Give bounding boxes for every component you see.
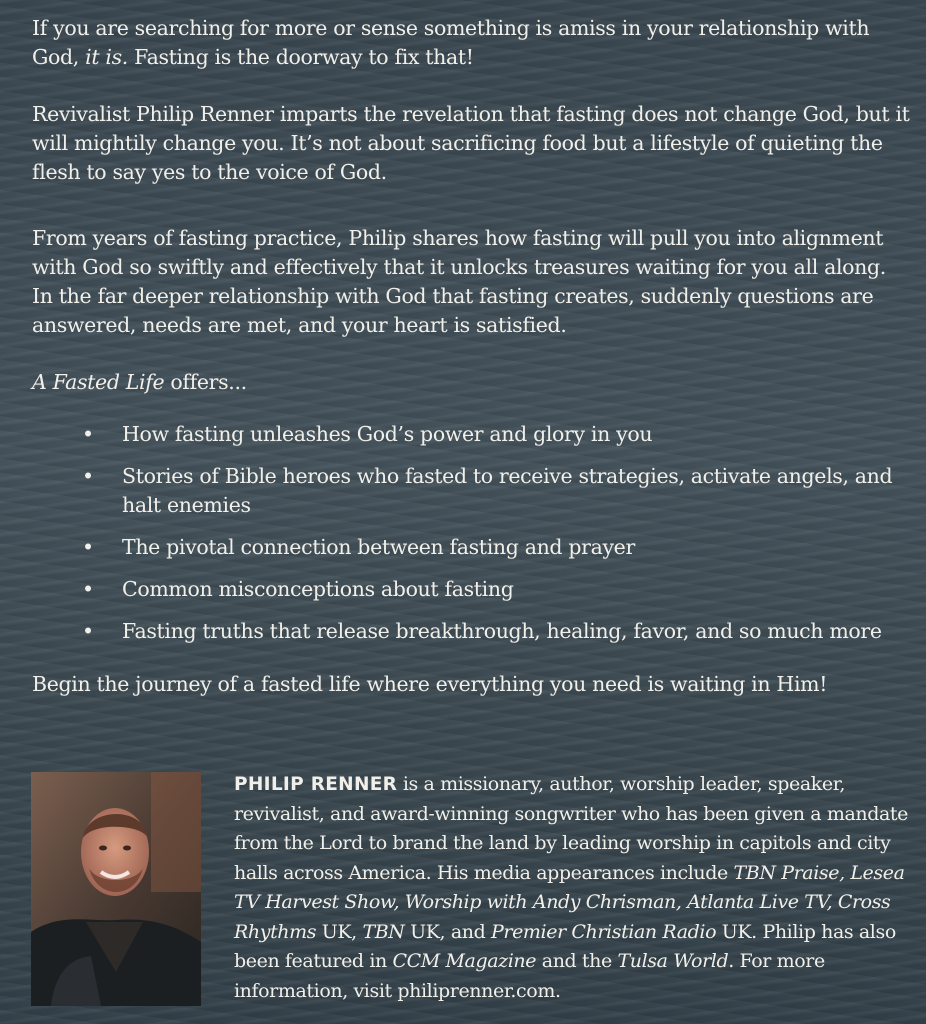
list-item-text: How fasting unleashes God’s power and glory in you <box>122 422 653 446</box>
author-photo <box>31 772 201 1006</box>
list-item-text: Stories of Bible heroes who fasted to receive strategies, activate angels, and halt enemies <box>122 464 893 517</box>
bio-text: UK. Philip has also been featured in <box>234 920 896 972</box>
media-tulsa-world: Tulsa World <box>617 950 729 972</box>
author-section <box>28 770 912 1020</box>
list-item-text: Common misconceptions about fasting <box>122 577 514 601</box>
list-item <box>82 420 912 449</box>
media-premier-radio: Premier Christian Radio <box>491 920 717 943</box>
media-tbn: TBN <box>362 920 405 943</box>
bullet-icon: • <box>82 535 94 559</box>
bullet-icon: • <box>82 464 94 488</box>
list-item <box>82 462 912 520</box>
list-item-text: The pivotal connection between fasting and prayer <box>122 535 635 559</box>
bio-text: UK, and <box>404 920 492 943</box>
bio-text: and the <box>536 950 618 972</box>
bullet-icon: • <box>82 577 94 601</box>
list-item <box>82 617 912 646</box>
bio-text: is a missionary, author, worship leader, speaker, revivalist, and award-winning songwriter who has been given a mandate from the Lord to brand the land by leading worship in capitols and city halls across America. His media appearances include <box>234 773 908 884</box>
list-item <box>82 575 912 604</box>
intro-paragraph-2: Revivalist Philip Renner imparts the revelation that fasting does not change God, but it will mightily change you. It’s not about sacrificing food but a lifestyle of quieting the flesh to say yes to the voice of God. <box>32 102 910 184</box>
intro-paragraph-1 <box>32 14 912 72</box>
bullet-icon: • <box>82 422 94 446</box>
bullet-icon: • <box>82 619 94 643</box>
closing-line: Begin the journey of a fasted life where everything you need is waiting in Him! <box>32 672 828 696</box>
book-title: A Fasted Life <box>32 370 165 394</box>
list-item-text: Fasting truths that release breakthrough, healing, favor, and so much more <box>122 619 882 643</box>
author-bio <box>234 770 914 1006</box>
offers-heading <box>32 368 247 397</box>
media-appearances: TBN Praise, Lesea TV Harvest Show, Worship with Andy Chrisman, Atlanta Live TV, Cross Rhythms <box>234 861 905 943</box>
list-item <box>82 533 912 562</box>
offers-list <box>82 420 912 646</box>
intro-p1-italic: it is. <box>85 45 128 69</box>
intro-p1-text-end: Fasting is the doorway to fix that! <box>127 45 474 69</box>
author-portrait-icon <box>31 772 201 1006</box>
bio-text: . For more information, visit philiprenner.com. <box>234 950 825 1002</box>
bio-text: UK, <box>316 920 363 943</box>
offers-heading-text: offers... <box>164 370 247 394</box>
media-ccm-magazine: CCM Magazine <box>392 950 537 972</box>
intro-paragraph-3: From years of fasting practice, Philip shares how fasting will pull you into alignment with God so swiftly and effectively that it unlocks treasures waiting for you all along. In the far deeper relationship with God that fasting creates, suddenly questions are answered, needs are met, and your heart is satisfied. <box>32 226 886 337</box>
author-name: PHILIP RENNER <box>234 774 398 795</box>
intro-p1-text: If you are searching for more or sense something is amiss in your relationship with God, <box>32 16 870 69</box>
